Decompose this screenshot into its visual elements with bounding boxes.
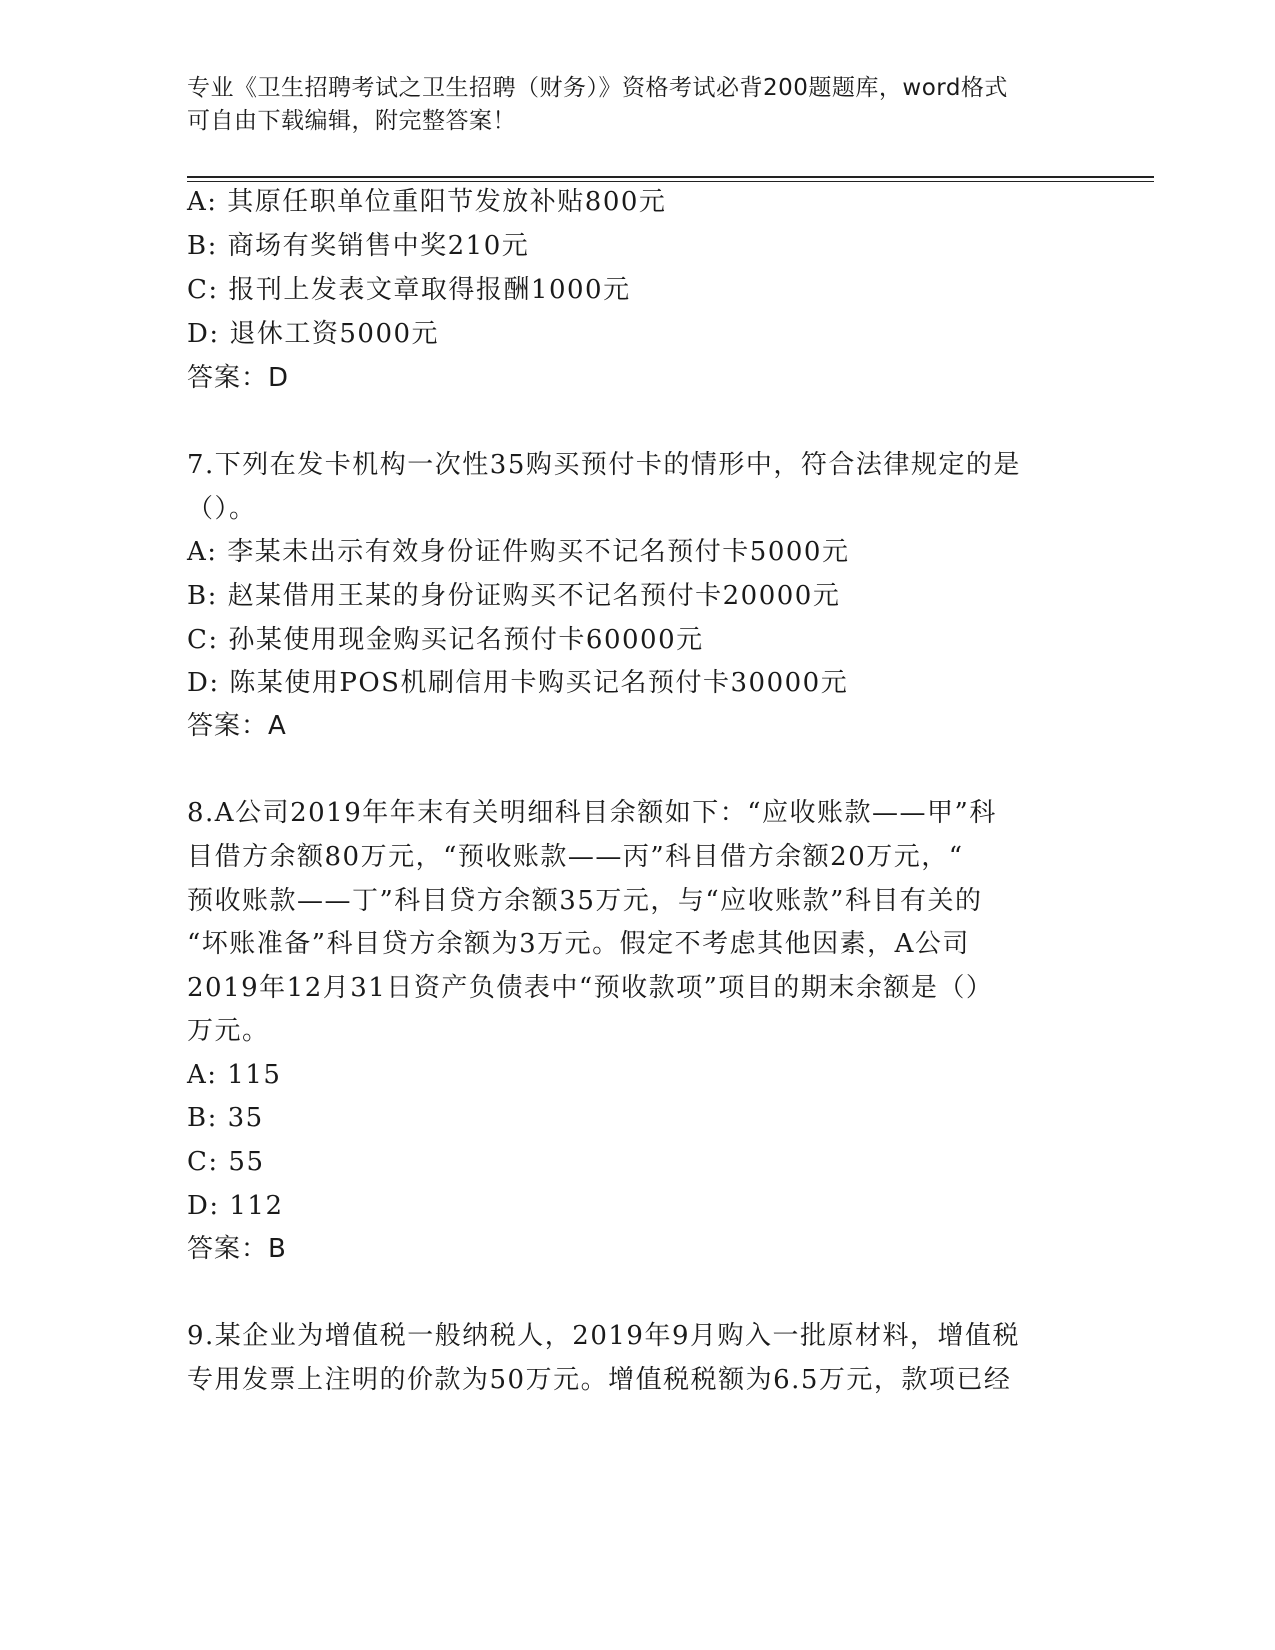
q7-option-d: D: 陈某使用POS机刷信用卡购买记名预付卡30000元: [187, 668, 849, 698]
q8-option-d: D: 112: [187, 1191, 284, 1221]
q7-answer: 答案：A: [187, 711, 287, 741]
q8-stem-line-6: 万元。: [187, 1016, 270, 1046]
q7-stem-line-2: （）。: [187, 494, 257, 524]
q7-option-a: A: 李某未出示有效身份证件购买不记名预付卡5000元: [187, 537, 850, 567]
header-divider-thick: [187, 176, 1154, 178]
header-line-1: 专业《卫生招聘考试之卫生招聘（财务）》资格考试必背200题题库，word格式: [187, 75, 1008, 101]
q9-stem-line-1: 9.某企业为增值税一般纳税人，2019年9月购入一批原材料，增值税: [187, 1321, 1021, 1351]
header-line-2: 可自由下载编辑，附完整答案！: [187, 108, 516, 134]
q8-option-b: B: 35: [187, 1103, 264, 1133]
q8-stem-line-1: 8.A公司2019年年末有关明细科目余额如下：“应收账款——甲”科: [187, 798, 997, 828]
q8-answer: 答案：B: [187, 1234, 287, 1264]
document-header: [187, 72, 1067, 138]
q8-option-c: C: 55: [187, 1147, 265, 1177]
q8-option-a: A: 115: [187, 1060, 282, 1090]
q8-stem-line-3: 预收账款——丁”科目贷方余额35万元，与“应收账款”科目有关的: [187, 886, 983, 916]
q7-stem-line-1: 7.下列在发卡机构一次性35购买预付卡的情形中，符合法律规定的是: [187, 450, 1021, 480]
q7-option-b: B: 赵某借用王某的身份证购买不记名预付卡20000元: [187, 581, 841, 611]
q6-option-c: C: 报刊上发表文章取得报酬1000元: [187, 275, 631, 305]
q8-stem-line-2: 目借方余额80万元，“预收账款——丙”科目借方余额20万元，“: [187, 842, 964, 872]
q6-option-b: B: 商场有奖销售中奖210元: [187, 231, 530, 261]
header-divider-thin: [187, 181, 1154, 182]
q9-stem-line-2: 专用发票上注明的价款为50万元。增值税税额为6.5万元，款项已经: [187, 1365, 1012, 1395]
q6-option-d: D: 退休工资5000元: [187, 319, 440, 349]
q8-stem-line-5: 2019年12月31日资产负债表中“预收款项”项目的期末余额是（）: [187, 973, 994, 1003]
q7-option-c: C: 孙某使用现金购买记名预付卡60000元: [187, 625, 704, 655]
q8-stem-line-4: “坏账准备”科目贷方余额为3万元。假定不考虑其他因素，A公司: [187, 929, 970, 959]
q6-option-a: A: 其原任职单位重阳节发放补贴800元: [187, 187, 667, 217]
q6-answer: 答案：D: [187, 363, 290, 393]
